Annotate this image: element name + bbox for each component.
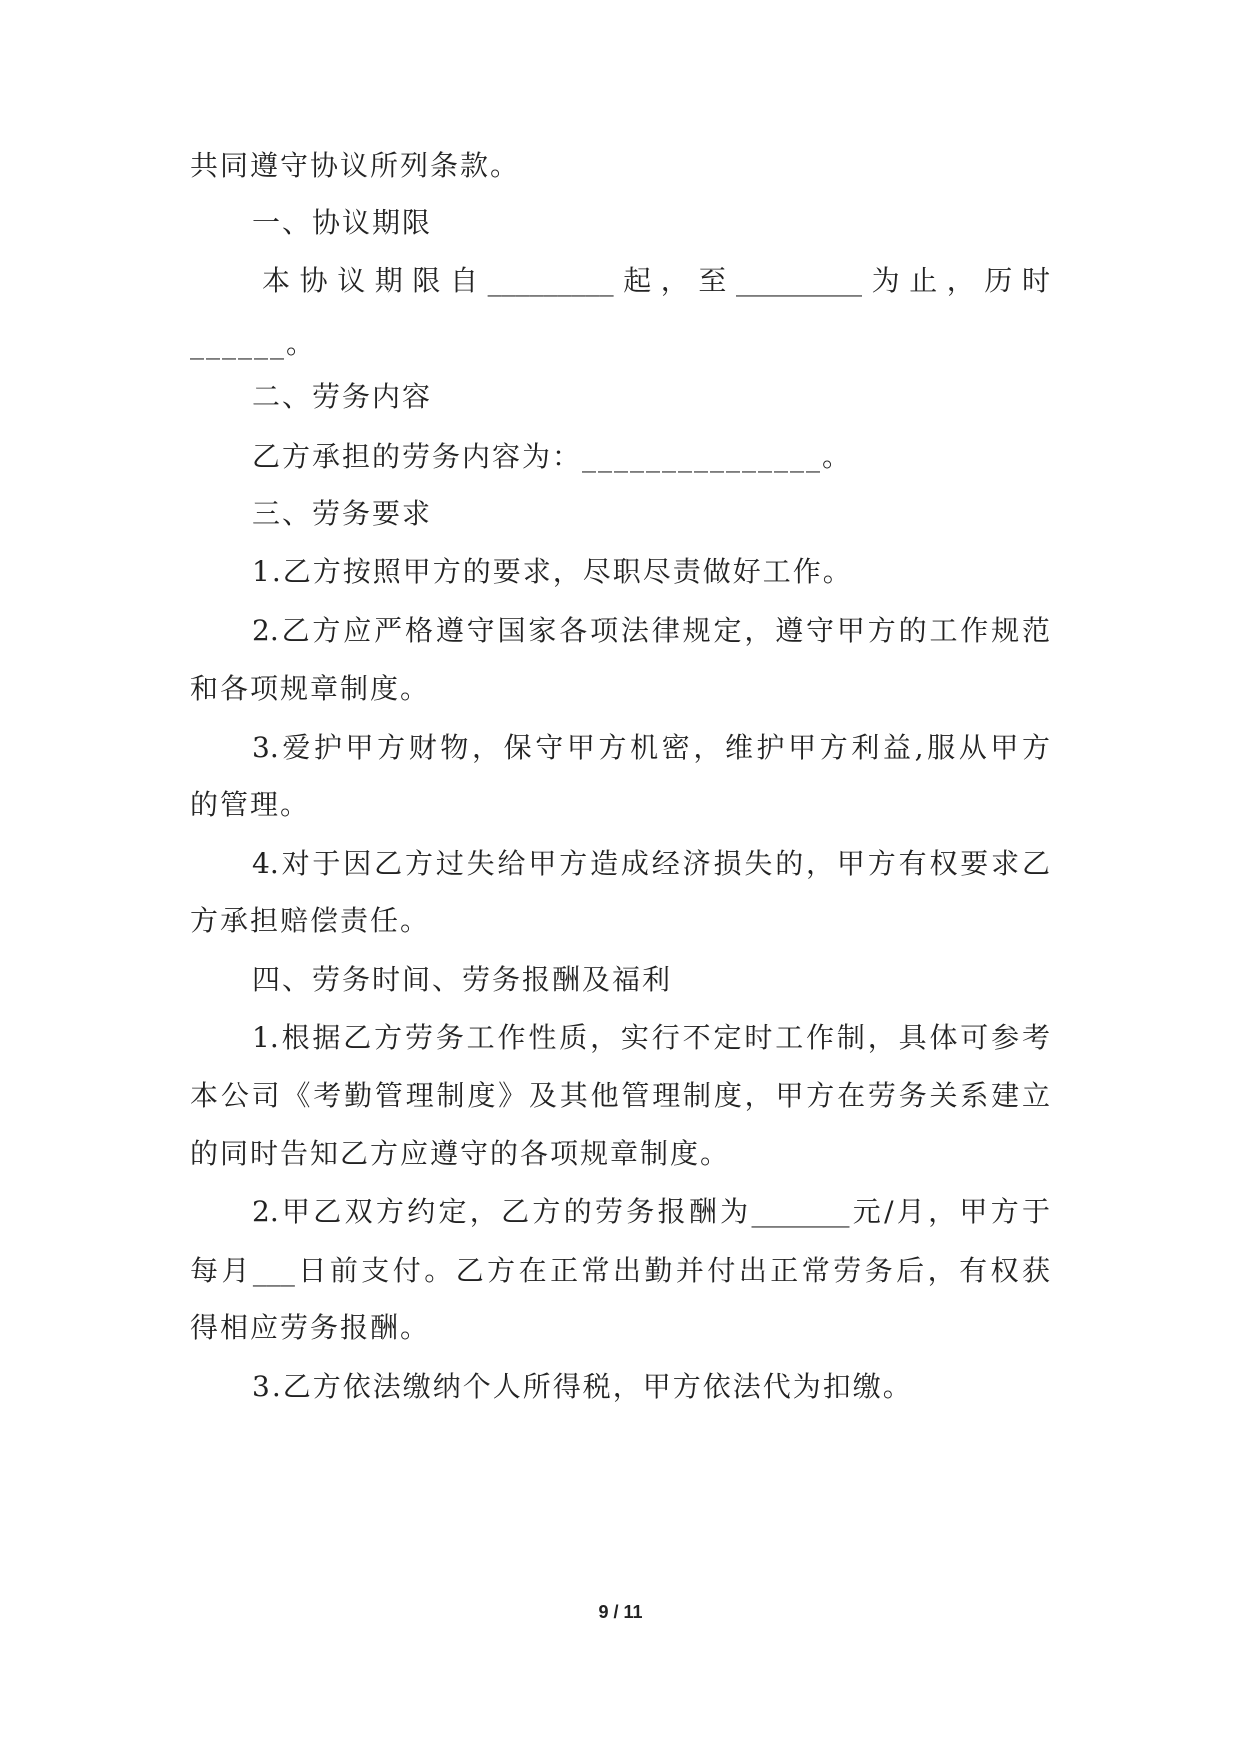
section-heading-2: 二、劳务内容 [252,380,433,413]
paragraph-line: 本协议期限自_________起，至_________为止，历时 [262,264,1050,297]
paragraph-line: 的管理。 [190,788,311,821]
list-item: 3.乙方依法缴纳个人所得税，甲方依法代为扣缴。 [252,1370,913,1403]
section-heading-1: 一、协议期限 [252,206,433,239]
section-heading-4: 四、劳务时间、劳务报酬及福利 [252,963,673,996]
paragraph-line: 和各项规章制度。 [190,672,431,705]
paragraph-line: 得相应劳务报酬。 [190,1311,431,1344]
paragraph-line: 方承担赔偿责任。 [190,904,431,937]
list-item: 3.爱护甲方财物，保守甲方机密，维护甲方利益,服从甲方 [252,731,1050,764]
paragraph-line: 每月___日前支付。乙方在正常出勤并付出正常劳务后，有权获 [190,1254,1050,1287]
paragraph-line: 本公司《考勤管理制度》及其他管理制度，甲方在劳务关系建立 [190,1079,1050,1112]
list-item: 2.乙方应严格遵守国家各项法律规定，遵守甲方的工作规范 [252,614,1050,647]
list-item: 2.甲乙双方约定，乙方的劳务报酬为_______元/月，甲方于 [252,1195,1050,1228]
list-item: 1.乙方按照甲方的要求，尽职尽责做好工作。 [252,555,853,588]
section-heading-3: 三、劳务要求 [252,497,433,530]
paragraph-line: 乙方承担的劳务内容为：_______________。 [252,440,853,473]
paragraph-line: 的同时告知乙方应遵守的各项规章制度。 [190,1137,731,1170]
page-number: 9 / 11 [598,1602,643,1622]
list-item: 4.对于因乙方过失给甲方造成经济损失的，甲方有权要求乙 [252,847,1050,880]
paragraph-line: ______。 [190,327,317,360]
list-item: 1.根据乙方劳务工作性质，实行不定时工作制，具体可参考 [252,1021,1050,1054]
paragraph-line: 共同遵守协议所列条款。 [190,149,521,182]
